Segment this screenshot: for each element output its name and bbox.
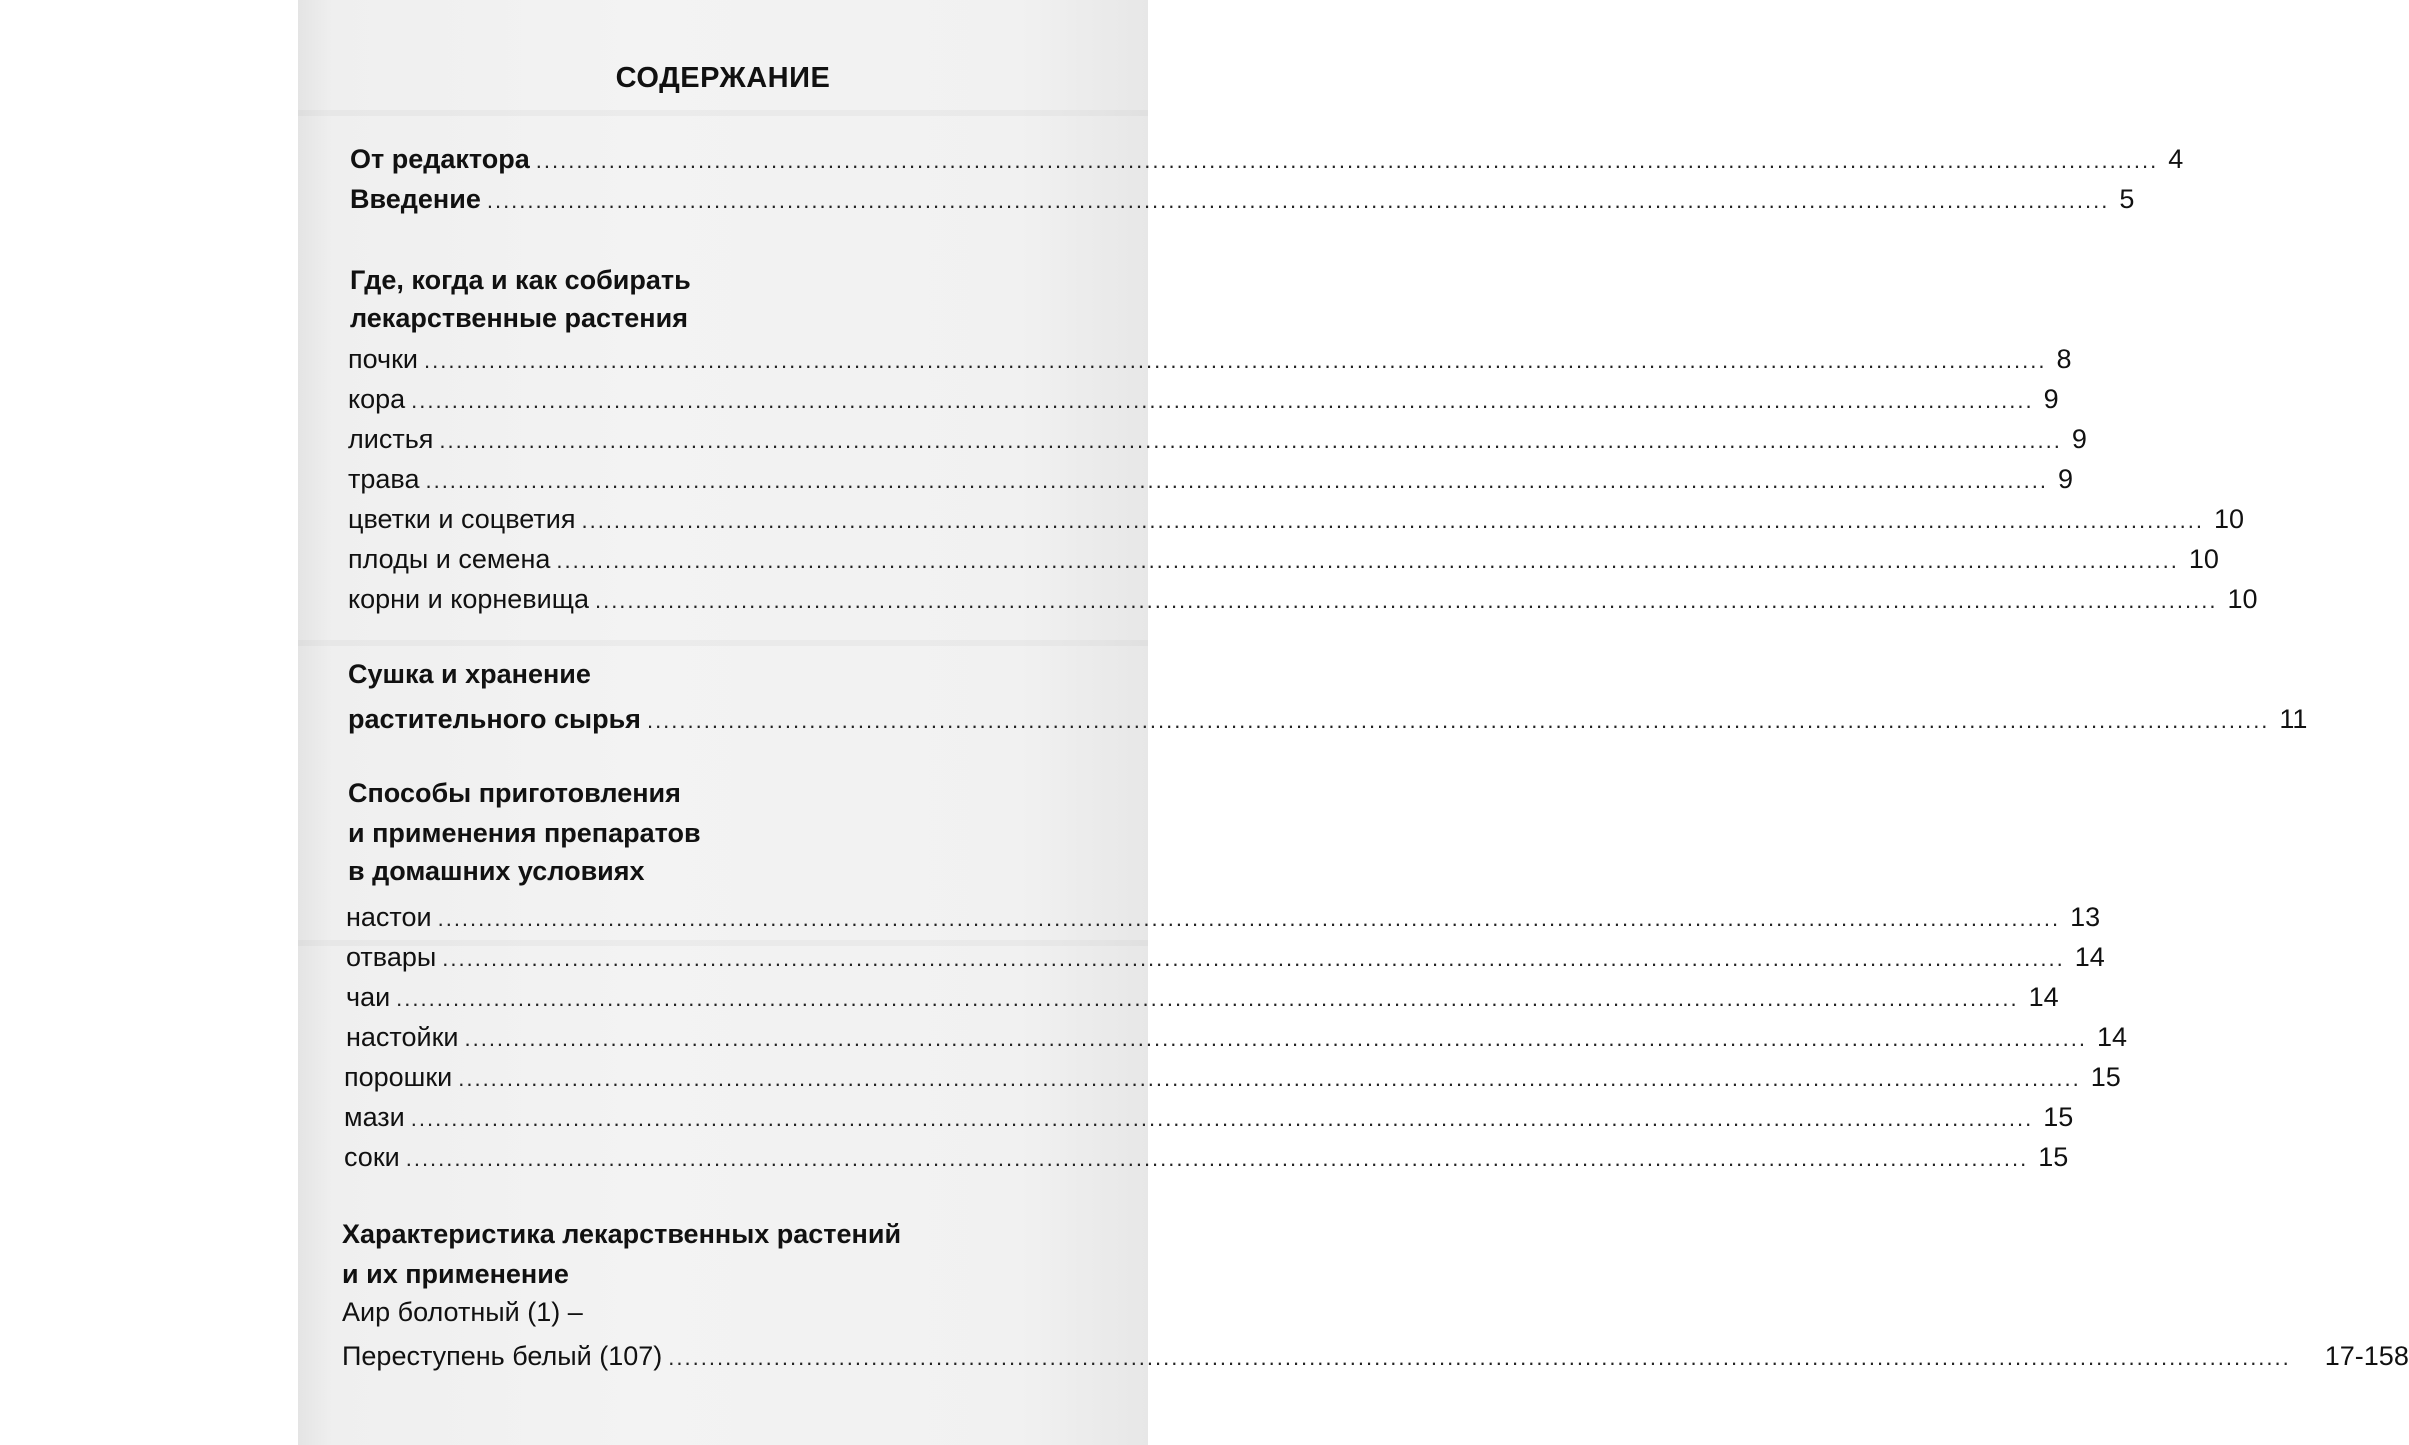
toc-entry-page: 9 — [2071, 424, 2087, 454]
toc-entry-label: листья — [348, 424, 434, 454]
toc-entry-label: Введение — [350, 184, 481, 214]
toc-entry-page: 15 — [2038, 1142, 2069, 1172]
toc-entry-label: кора — [348, 384, 406, 414]
page-title: СОДЕРЖАНИЕ — [615, 62, 831, 94]
toc-entry — [344, 1094, 2074, 1134]
toc-entry-page: 10 — [2213, 504, 2244, 534]
leader-dots: ........................................................................................................................................................................................................ — [425, 468, 2048, 493]
toc-entry — [350, 136, 2184, 176]
leader-dots: ........................................................................................................................................................................................................ — [464, 1026, 2087, 1051]
toc-entry — [348, 536, 2219, 576]
toc-entry — [342, 1333, 2409, 1373]
leader-dots: ........................................................................................................................................................................................................ — [437, 906, 2061, 931]
toc-entry — [350, 176, 2135, 216]
toc-entry-label: От редактора — [350, 144, 530, 174]
leader-dots: ........................................................................................................................................................................................................ — [396, 986, 2019, 1011]
toc-entry-page: 15 — [2043, 1102, 2074, 1132]
toc-entry-label: трава — [348, 464, 420, 494]
section-heading: лекарственные растения — [350, 303, 688, 333]
toc-entry-label: мази — [344, 1102, 405, 1132]
leader-dots: ........................................................................................................................................................................................................ — [535, 148, 2159, 173]
section-heading: Характеристика лекарственных растений — [342, 1219, 902, 1249]
toc-entry-page: 4 — [2168, 144, 2184, 174]
section-heading: Способы приготовления — [348, 778, 681, 808]
toc-entry-label: растительного сырья — [348, 704, 641, 734]
section-heading: и их применение — [342, 1259, 569, 1289]
toc-entry-page: 10 — [2188, 544, 2219, 574]
leader-dots: ........................................................................................................................................................................................................ — [410, 1106, 2034, 1131]
section-heading: Где, когда и как собирать — [350, 265, 691, 295]
toc-entry-label: чаи — [346, 982, 391, 1012]
leader-dots: ........................................................................................................................................................................................................ — [668, 1345, 2291, 1370]
toc-entry — [348, 496, 2244, 536]
toc-entry-page: 10 — [2227, 584, 2258, 614]
toc-entry-label: Аир болотный (1) – — [342, 1297, 583, 1327]
toc-entry-label: соки — [344, 1142, 400, 1172]
toc-entry-label: отвары — [346, 942, 437, 972]
leader-dots: ........................................................................................................................................................................................................ — [411, 388, 2034, 413]
leader-dots: ........................................................................................................................................................................................................ — [439, 428, 2062, 453]
toc-entry-page: 17-158 — [2324, 1341, 2409, 1371]
toc-entry-page: 13 — [2070, 902, 2101, 932]
toc-entry — [348, 376, 2059, 416]
show-through-band — [298, 110, 1148, 116]
toc-entry-page: 9 — [2043, 384, 2059, 414]
toc-entry — [348, 456, 2073, 496]
leader-dots: ........................................................................................................................................................................................................ — [486, 188, 2110, 213]
toc-entry — [348, 576, 2258, 616]
toc-entry — [348, 696, 2308, 736]
toc-entry — [346, 934, 2105, 974]
book-page — [298, 0, 2409, 1445]
toc-entry-label: порошки — [344, 1062, 453, 1092]
toc-entry-page: 5 — [2119, 184, 2135, 214]
toc-entry-page: 15 — [2090, 1062, 2121, 1092]
leader-dots: ........................................................................................................................................................................................................ — [424, 348, 2047, 373]
leader-dots: ........................................................................................................................................................................................................ — [556, 548, 2179, 573]
section-heading: и применения препаратов — [348, 818, 701, 848]
toc-entry-page: 14 — [2096, 1022, 2127, 1052]
section-heading: в домашних условиях — [348, 856, 645, 886]
toc-entry-page: 14 — [2074, 942, 2105, 972]
toc-entry — [346, 1014, 2127, 1054]
toc-entry-label: плоды и семена — [348, 544, 551, 574]
toc-entry — [348, 416, 2087, 456]
toc-entry — [344, 1054, 2121, 1094]
leader-dots: ........................................................................................................................................................................................................ — [405, 1146, 2029, 1171]
toc-entry-label: почки — [348, 344, 419, 374]
toc-entry-page: 14 — [2028, 982, 2059, 1012]
toc-entry — [346, 974, 2059, 1014]
show-through-band — [298, 640, 1148, 646]
leader-dots: ........................................................................................................................................................................................................ — [646, 708, 2270, 733]
leader-dots: ........................................................................................................................................................................................................ — [581, 508, 2204, 533]
toc-entry-label: настойки — [346, 1022, 459, 1052]
toc-entry-label: корни и корневища — [348, 584, 589, 614]
leader-dots: ........................................................................................................................................................................................................ — [594, 588, 2218, 613]
leader-dots: ........................................................................................................................................................................................................ — [458, 1066, 2081, 1091]
toc-entry-page: 11 — [2279, 704, 2308, 734]
toc-entry-label: настои — [346, 902, 432, 932]
toc-entry-label: цветки и соцветия — [348, 504, 576, 534]
toc-entry — [344, 1134, 2069, 1174]
section-heading: Сушка и хранение — [348, 659, 591, 689]
toc-entry — [346, 894, 2101, 934]
leader-dots: ........................................................................................................................................................................................................ — [442, 946, 2065, 971]
toc-entry-page: 9 — [2057, 464, 2073, 494]
toc-entry-page: 8 — [2056, 344, 2072, 374]
toc-entry — [348, 336, 2072, 376]
toc-entry-label: Переступень белый (107) — [342, 1341, 663, 1371]
